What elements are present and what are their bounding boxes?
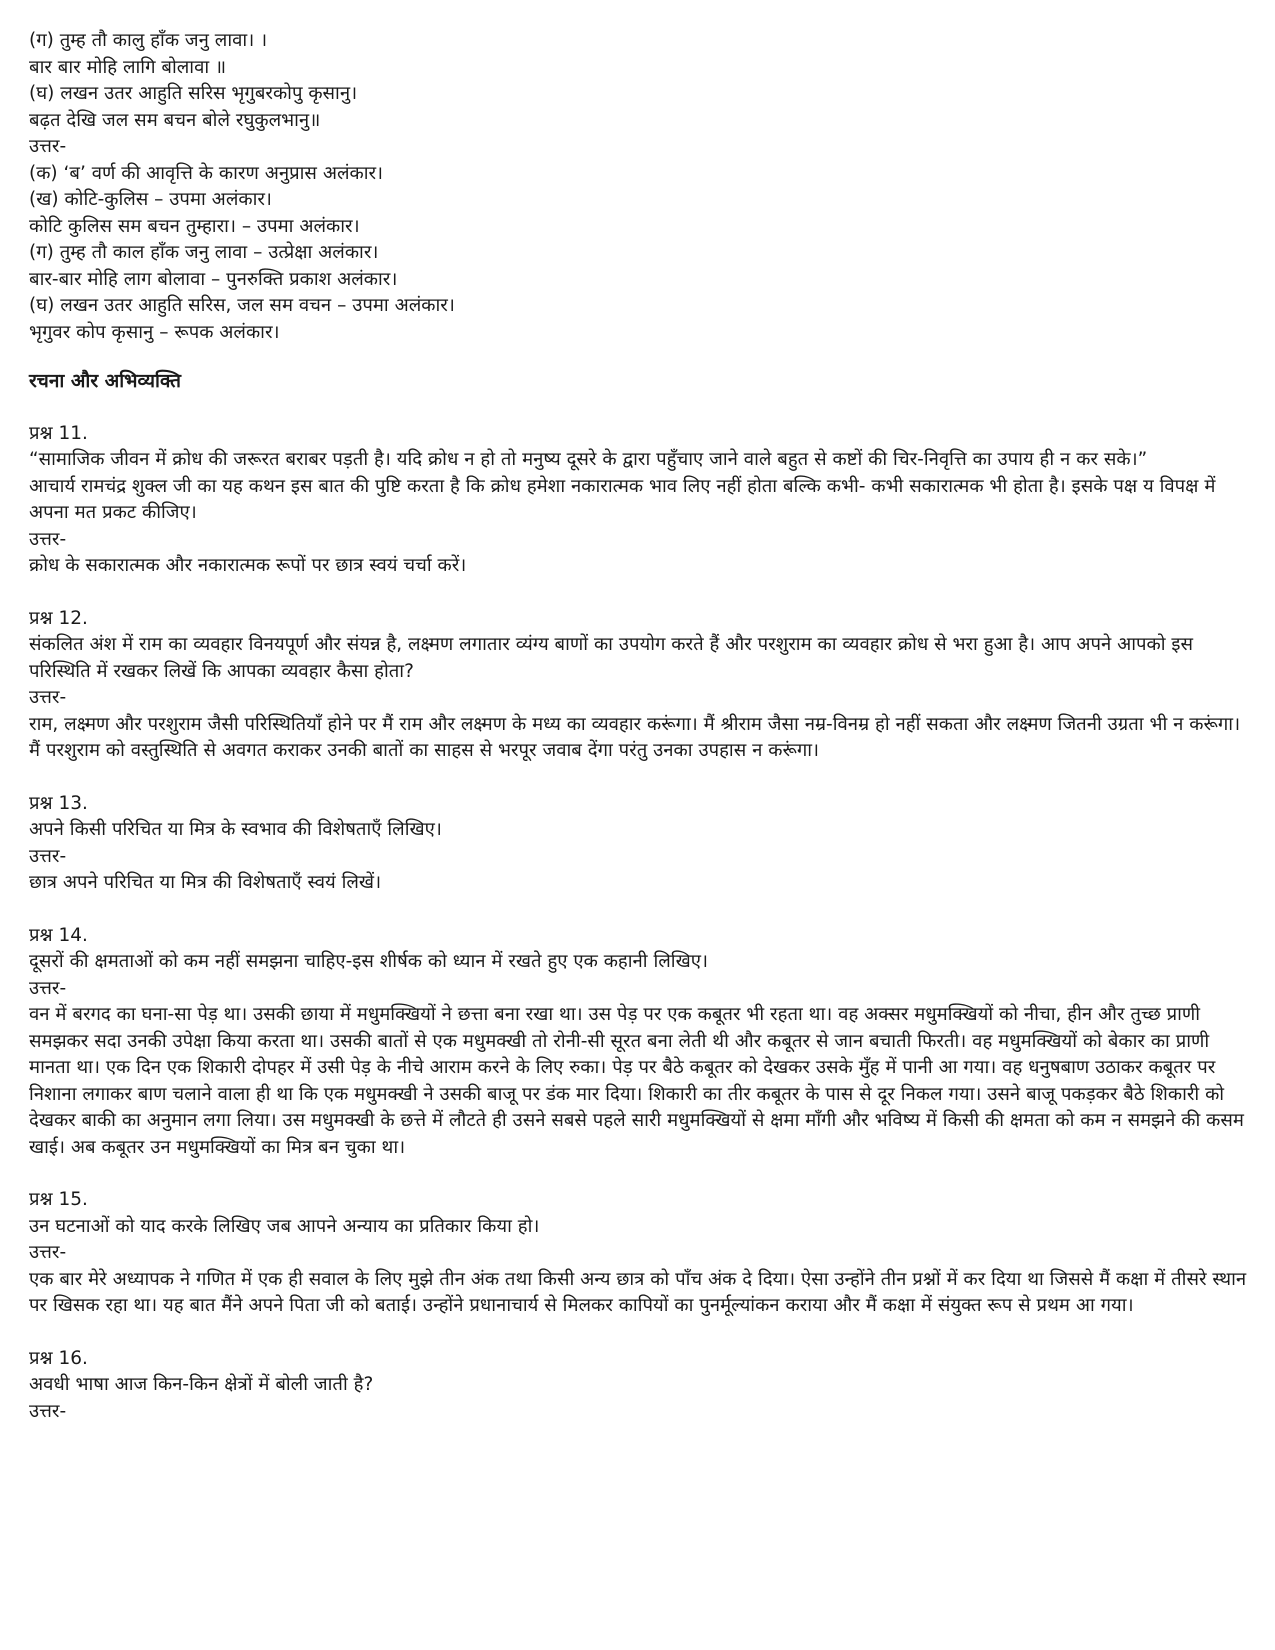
question-label-13: प्रश्न 13. xyxy=(29,792,88,814)
answer-label: उत्तर- xyxy=(29,528,67,550)
question-text-12: संकलित अंश में राम का व्यवहार विनयपूर्ण और संयन्न है, लक्ष्मण लगातार व्यंग्य बाणों का उपयोग करते हैं और परशुराम का व्यवहार क्रोध से भरा हुआ है। आप अपने आपको इस परिस्थिति में रखकर लिखें कि आपका व्यवहार कैसा होता? xyxy=(29,634,1194,682)
question-text-15: उन घटनाओं को याद करके लिखिए जब आपने अन्याय का प्रतिकार किया हो। xyxy=(29,1215,540,1237)
question-label-12: प्रश्न 12. xyxy=(29,607,88,629)
text-line: भृगुवर कोप कृसानु – रूपक अलंकार। xyxy=(29,321,280,343)
answer-text-11: क्रोध के सकारात्मक और नकारात्मक रूपों पर छात्र स्वयं चर्चा करें। xyxy=(29,555,467,576)
text-line: (ख) कोटि-कुलिस – उपमा अलंकार। xyxy=(29,189,272,210)
text-line: (घ) लखन उतर आहुति सरिस भृगुबरकोपु कृसानु। xyxy=(29,83,358,104)
text-line: (ग) तुम्ह तौ कालु हाँक जनु लावा। । xyxy=(29,30,268,51)
question-label-11: प्रश्न 11. xyxy=(29,422,88,444)
question-label-14: प्रश्न 14. xyxy=(29,924,88,946)
answer-text-14: वन में बरगद का घना-सा पेड़ था। उसकी छाया में मधुमक्खियों ने छत्ता बना रखा था। उस पेड़ पर एक कबूतर भी रहता था। वह अक्सर मधुमक्खियों को नीचा, हीन और तुच्छ प्राणी समझकर सदा उनकी उपेक्षा किया करता था। उसकी बातों से एक मधुमक्खी तो रोनी-सी सूरत बना लेती थी और कबूतर से जान बचाती फिरती। वह मधुमक्खियों को बेकार का प्राणी मानता था। एक दिन एक शिकारी दोपहर में उसी पेड़ के नीचे आराम करने के लिए रुका। पेड़ पर बैठे कबूतर को देखकर उसके मुँह में पानी आ गया। वह धनुषबाण उठाकर कबूतर पर निशाना लगाकर बाण चलाने वाला ही था कि एक मधुमक्खी ने उसकी बाजू पर डंक मार दिया। शिकारी का तीर कबूतर के पास से दूर निकल गया। उसने बाजू पकड़कर बैठे शिकारी को देखकर बाकी का अनुमान लगा लिया। उस मधुमक्खी के छत्ते में लौटते ही उसने सबसे पहले सारी मधुमक्खियों से क्षमा माँगी और भविष्य में किसी की क्षमता को कम न समझने की कसम खाई। अब कबूतर उन मधुमक्खियों का मित्र बन चुका था। xyxy=(29,1004,1244,1158)
text-line: कोटि कुलिस सम बचन तुम्हारा। – उपमा अलंकार। xyxy=(29,215,360,237)
answer-label: उत्तर- xyxy=(29,687,67,708)
answer-label: उत्तर- xyxy=(29,977,67,999)
text-line: बार बार मोहि लागि बोलावा ॥ xyxy=(29,56,227,78)
question-text-16: अवधी भाषा आज किन-किन क्षेत्रों में बोली जाती है? xyxy=(29,1374,374,1395)
section-heading: रचना और अभिव्यक्ति xyxy=(29,370,181,392)
answer-label: उत्तर- xyxy=(29,136,67,157)
answer-text-12: राम, लक्ष्मण और परशुराम जैसी परिस्थितियाँ होने पर मैं राम और लक्ष्मण के मध्य का व्यवहार करूंगा। मैं श्रीराम जैसा नम्र-विनम्र हो नहीं सकता और लक्ष्मण जितनी उग्रता भी न करूंगा। मैं परशुराम को वस्तुस्थिति से अवगत कराकर उनकी बातों का साहस से भरपूर जवाब देंगा परंतु उनका उपहास न करूंगा। xyxy=(29,713,1241,761)
answer-label: उत्तर- xyxy=(29,1242,67,1263)
question-text-11: “सामाजिक जीवन में क्रोध की जरूरत बराबर पड़ती है। यदि क्रोध न हो तो मनुष्य दूसरे के द्वारा पहुँचाए जाने वाले बहुत से कष्टों की चिर-निवृत्ति का उपाय ही न कर सके।” xyxy=(29,449,1148,470)
text-line: बढ़त देखि जल सम बचन बोले रघुकुलभानु॥ xyxy=(29,109,321,131)
alankar-answers-block xyxy=(29,28,1249,346)
text-line: (ग) तुम्ह तौ काल हाँक जनु लावा – उत्प्रेक्षा अलंकार। xyxy=(29,242,379,263)
answer-label: उत्तर- xyxy=(29,1400,67,1422)
text-line: बार-बार मोहि लाग बोलावा – पुनरुक्ति प्रकाश अलंकार। xyxy=(29,268,398,290)
answer-label: उत्तर- xyxy=(29,845,67,867)
question-label-15: प्रश्न 15. xyxy=(29,1189,88,1210)
answer-text-13: छात्र अपने परिचित या मित्र की विशेषताएँ स्वयं लिखें। xyxy=(29,872,382,893)
text-line: (घ) लखन उतर आहुति सरिस, जल सम वचन – उपमा अलंकार। xyxy=(29,295,455,316)
answer-text-15: एक बार मेरे अध्यापक ने गणित में एक ही सवाल के लिए मुझे तीन अंक तथा किसी अन्य छात्र को पाँच अंक दे दिया। ऐसा उन्होंने तीन प्रश्नों में कर दिया था जिससे मैं कक्षा में तीसरे स्थान पर खिसक रहा था। यह बात मैंने अपने पिता जी को बताई। उन्होंने प्रधानाचार्य से मिलकर कापियों का पुनर्मूल्यांकन कराया और मैं कक्षा में संयुक्त रूप से प्रथम आ गया। xyxy=(29,1268,1247,1316)
document-page xyxy=(29,28,1249,1425)
question-text-13: अपने किसी परिचित या मित्र के स्वभाव की विशेषताएँ लिखिए। xyxy=(29,819,442,840)
question-text-14: दूसरों की क्षमताओं को कम नहीं समझना चाहिए-इस शीर्षक को ध्यान में रखते हुए एक कहानी लिखिए। xyxy=(29,951,708,972)
question-text-11-continued: आचार्य रामचंद्र शुक्ल जी का यह कथन इस बात की पुष्टि करता है कि क्रोध हमेशा नकारात्मक भाव लिए नहीं होता बल्कि कभी- कभी सकारात्मक भी होता है। इसके पक्ष य विपक्ष में अपना मत प्रकट कीजिए। xyxy=(29,475,1216,523)
text-line: (क) ‘ब’ वर्ण की आवृत्ति के कारण अनुप्रास अलंकार। xyxy=(29,162,384,184)
question-label-16: प्रश्न 16. xyxy=(29,1347,88,1369)
